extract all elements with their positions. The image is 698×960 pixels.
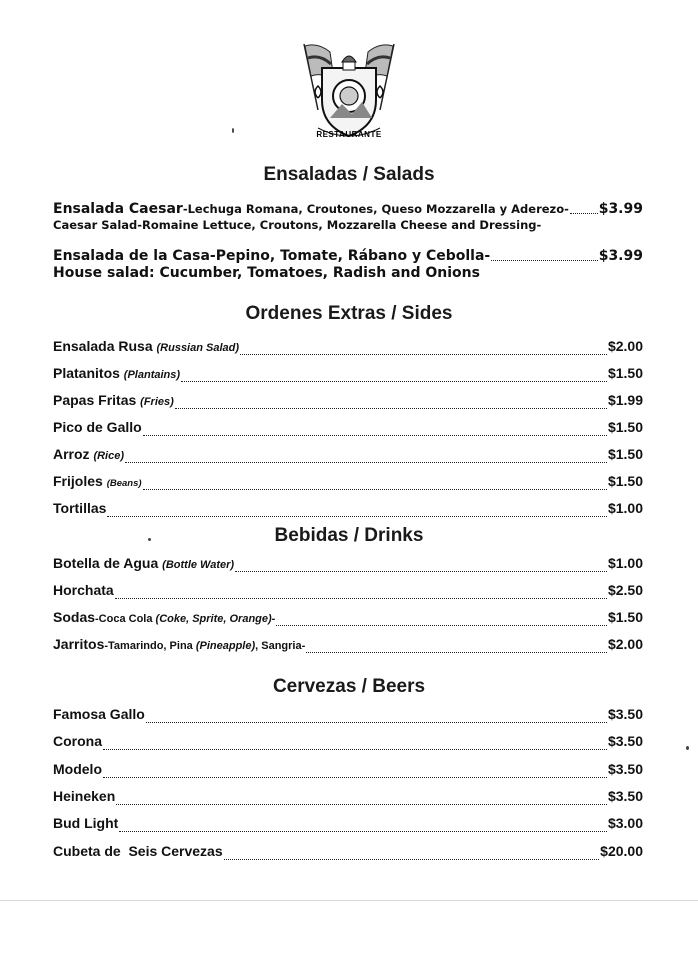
item-name: Bud Light [53, 815, 119, 831]
section-title-beers: Cervezas / Beers [272, 676, 426, 697]
item-description: (Coke, Sprite, Orange) [155, 613, 272, 625]
item-price: $2.00 [607, 338, 643, 354]
item-price: $3.99 [598, 201, 643, 217]
dot-leader [103, 749, 607, 750]
scan-edge-line [0, 900, 698, 901]
restaurant-crest-logo [296, 40, 402, 146]
dot-leader [240, 354, 607, 355]
scan-speck [148, 538, 151, 541]
dot-leader [235, 571, 607, 572]
section-title-salads: Ensaladas / Salads [263, 164, 435, 185]
item-price: $3.00 [607, 815, 643, 831]
menu-item-tortillas [53, 500, 643, 520]
menu-item-arroz [53, 446, 643, 466]
menu-item-heineken [53, 788, 643, 808]
item-description-after: , Sangria- [255, 640, 306, 652]
dot-leader [146, 722, 607, 723]
item-name: Ensalada Caesar [53, 201, 183, 217]
item-name: Cubeta de Seis Cervezas [53, 843, 223, 859]
menu-item-jarritos [53, 636, 643, 656]
item-name: Ensalada de la Casa-Pepino, Tomate, Rábano y Cebolla- [53, 248, 491, 264]
item-name: Pico de Gallo [53, 419, 142, 435]
item-name: Sodas [53, 609, 96, 625]
item-price: $1.00 [607, 500, 643, 516]
menu-item-botella-de-agua [53, 555, 643, 575]
item-price: $1.99 [607, 392, 643, 408]
dot-leader [125, 462, 607, 463]
item-description: (Pineapple) [195, 640, 256, 652]
menu-item-horchata [53, 582, 643, 602]
menu-item-ensalada-de-la-casa [53, 248, 643, 281]
menu-item-frijoles [53, 473, 643, 493]
menu-item-ensalada-caesar [53, 201, 643, 232]
item-translation: Caesar Salad-Romaine Lettuce, Croutons, Mozzarella Cheese and Dressing- [53, 218, 542, 232]
item-name: Platanitos [53, 365, 120, 381]
item-price: $2.50 [607, 582, 643, 598]
item-description: (Beans) [106, 478, 142, 489]
dot-leader [491, 260, 597, 261]
item-description: (Bottle Water) [162, 559, 235, 571]
dot-leader [119, 831, 607, 832]
scan-speck [686, 746, 689, 750]
menu-item-sodas [53, 609, 643, 629]
scan-speck [232, 128, 234, 133]
dot-leader [103, 777, 607, 778]
item-price: $3.50 [607, 788, 643, 804]
item-name: Jarritos [53, 636, 105, 652]
item-price: $3.50 [607, 733, 643, 749]
item-name: Corona [53, 733, 102, 749]
menu-item-pico-de-gallo [53, 419, 643, 439]
item-name: Tortillas [53, 500, 107, 516]
item-price: $3.50 [607, 706, 643, 722]
item-description: -Lechuga Romana, Croutones, Queso Mozzarella y Aderezo- [182, 202, 569, 216]
dot-leader [181, 381, 607, 382]
dot-leader [276, 625, 607, 626]
dot-leader [306, 652, 607, 653]
item-name: Modelo [53, 761, 102, 777]
menu-item-cubeta-de-seis-cervezas [53, 843, 643, 863]
item-price: $3.50 [607, 761, 643, 777]
dot-leader [107, 516, 607, 517]
menu-item-papas-fritas [53, 392, 643, 412]
item-name: Arroz [53, 446, 90, 462]
item-price: $3.99 [598, 248, 643, 264]
item-description-plain: -Coca Cola [95, 613, 156, 625]
menu-item-ensalada-rusa [53, 338, 643, 358]
item-name: Frijoles [53, 473, 103, 489]
menu-item-famosa-gallo [53, 706, 643, 726]
item-name: Papas Fritas [53, 392, 137, 408]
item-translation: House salad: Cucumber, Tomatoes, Radish and Onions [53, 265, 480, 281]
item-description: (Russian Salad) [156, 342, 240, 354]
item-name: Heineken [53, 788, 116, 804]
item-description-after: - [271, 613, 276, 625]
item-name: Famosa Gallo [53, 706, 145, 722]
dot-leader [224, 859, 600, 860]
dot-leader [570, 213, 598, 214]
item-description: (Plantains) [123, 369, 181, 381]
dot-leader [116, 804, 607, 805]
item-name: Ensalada Rusa [53, 338, 153, 354]
item-price: $1.50 [607, 365, 643, 381]
item-price: $1.50 [607, 609, 643, 625]
dot-leader [143, 489, 607, 490]
item-price: $20.00 [600, 843, 643, 859]
menu-item-platanitos [53, 365, 643, 385]
menu-item-corona [53, 733, 643, 753]
item-price: $1.50 [607, 473, 643, 489]
item-description-plain: -Tamarindo, Pina [104, 640, 196, 652]
section-title-sides: Ordenes Extras / Sides [245, 303, 453, 324]
menu-item-modelo [53, 761, 643, 781]
dot-leader [143, 435, 607, 436]
section-title-drinks: Bebidas / Drinks [274, 525, 424, 546]
logo-wordmark: RESTAURANTE [316, 130, 382, 139]
item-description: (Fries) [140, 396, 174, 408]
dot-leader [175, 408, 607, 409]
item-price: $2.00 [607, 636, 643, 652]
item-description: (Rice) [93, 450, 125, 462]
item-price: $1.50 [607, 446, 643, 462]
item-price: $1.50 [607, 419, 643, 435]
item-name: Botella de Agua [53, 555, 159, 571]
item-price: $1.00 [607, 555, 643, 571]
item-name: Horchata [53, 582, 114, 598]
dot-leader [115, 598, 607, 599]
menu-item-bud-light [53, 815, 643, 835]
